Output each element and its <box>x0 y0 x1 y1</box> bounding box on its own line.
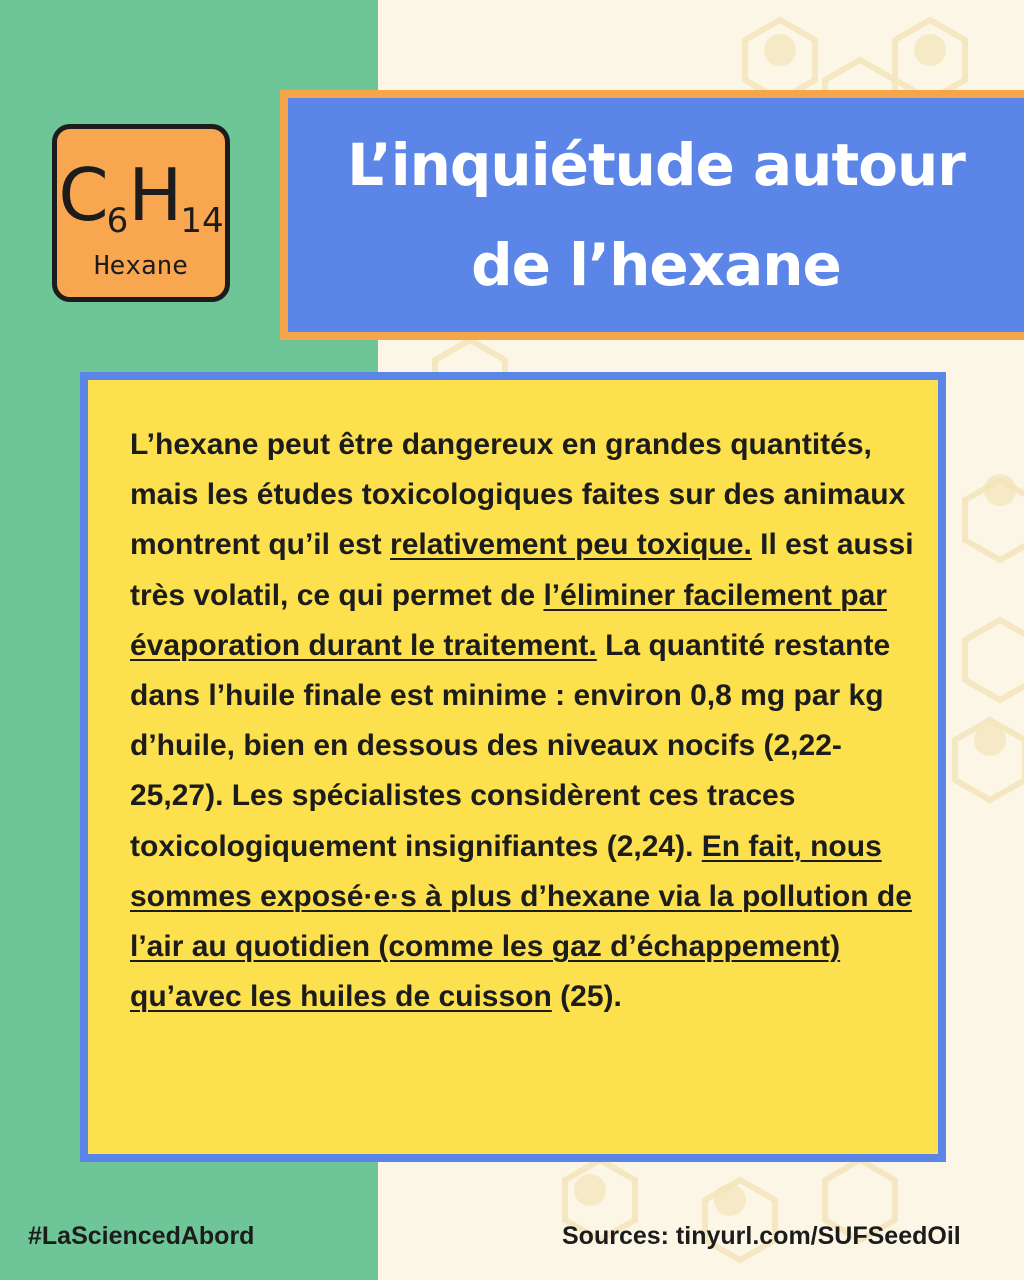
formula-subscript-c: 6 <box>106 201 129 241</box>
body-paragraph <box>130 420 920 1022</box>
formula-symbol-h: H <box>128 153 181 237</box>
body-text-box <box>80 372 946 1162</box>
hexane-element-tile <box>52 124 230 302</box>
body-segment-1: L’hexane peut être dangereux en grandes quantités, mais les études toxicologiques faites sur des animaux montrent qu’il est <box>130 428 906 562</box>
formula-symbol-c: C <box>58 153 107 237</box>
page-title <box>347 115 965 315</box>
formula-subscript-h: 14 <box>180 201 224 241</box>
sources-link[interactable]: Sources: tinyurl.com/SUFSeedOil <box>562 1222 961 1250</box>
body-segment-4-underlined: l’éliminer facilement par évaporation durant le traitement. <box>130 578 887 662</box>
body-segment-6-underlined: En fait, nous sommes exposé·e·s à plus d’hexane via la pollution de l’air au quotidien (comme les gaz d’échappement) qu’avec les huiles de cuisson <box>130 829 912 1014</box>
title-line-2: de l’hexane <box>471 231 841 299</box>
title-banner <box>280 90 1024 340</box>
body-segment-2-underlined: relativement peu toxique. <box>390 528 752 562</box>
title-line-1: L’inquiétude autour <box>347 131 965 199</box>
hashtag-label: #LaSciencedAbord <box>28 1222 255 1250</box>
chemical-formula <box>57 153 225 241</box>
body-segment-3: Il est aussi très volatil, ce qui permet de <box>130 528 914 612</box>
body-segment-5: La quantité restante dans l’huile finale est minime : environ 0,8 mg par kg d’huile, bien en dessous des niveaux nocifs (2,22-25,27). Les spécialistes considèrent ces traces toxicologiquement insignifiantes (2,24). <box>130 628 891 863</box>
element-name: Hexane <box>94 251 188 281</box>
body-segment-7: (25). <box>551 980 622 1014</box>
